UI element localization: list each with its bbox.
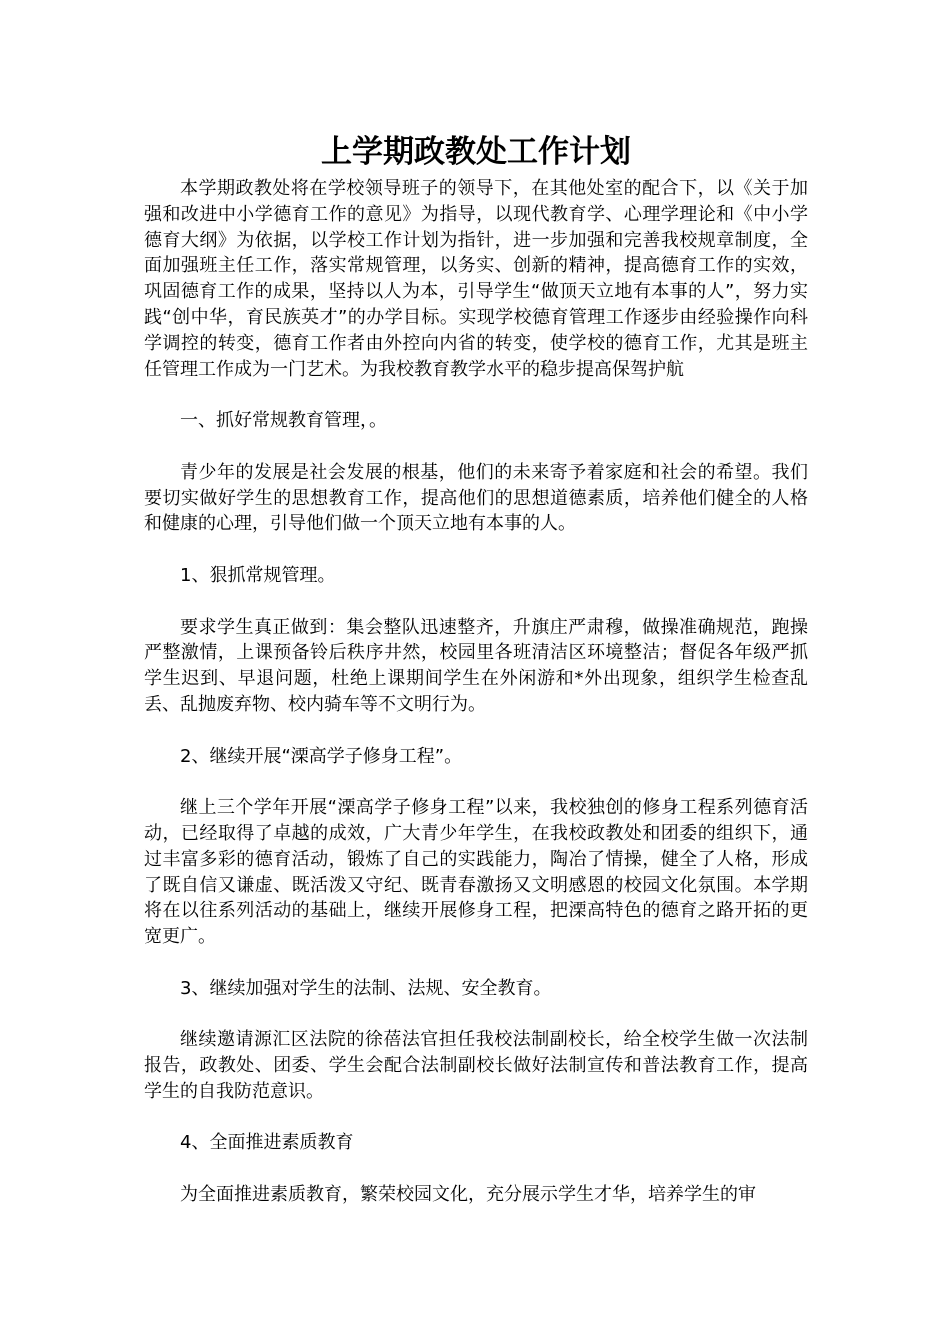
subsection-heading-2: 2、继续开展“溧高学子修身工程”。 (180, 745, 463, 767)
section-heading-1: 一、抓好常规教育管理，。 (180, 410, 387, 432)
document-page (144, 128, 808, 1208)
section-1-paragraph: 青少年的发展是社会发展的根基，他们的未来寄予着家庭和社会的希望。我们要切实做好学生的思想教育工作，提高他们的思想道德素质，培养他们健全的人格和健康的心理，引导他们做一个顶天立地有本事的人。 (144, 461, 808, 535)
subsection-2-paragraph: 继上三个学年开展“溧高学子修身工程”以来，我校独创的修身工程系列德育活动，已经取得了卓越的成效，广大青少年学生，在我校政教处和团委的组织下，通过丰富多彩的德育活动，锻炼了自己的实践能力，陶冶了情操，健全了人格，形成了既自信又谦虚、既活泼又守纪、既青春激扬又文明感恩的校园文化氛围。本学期将在以往系列活动的基础上，继续开展修身工程，把溧高特色的德育之路开拓的更宽更广。 (144, 797, 808, 948)
subsection-heading-1: 1、狠抓常规管理。 (180, 564, 336, 586)
subsection-heading-4: 4、全面推进素质教育 (180, 1132, 354, 1154)
intro-paragraph: 本学期政教处将在学校领导班子的领导下，在其他处室的配合下，以《关于加强和改进中小学德育工作的意见》为指导，以现代教育学、心理学理论和《中小学德育大纲》为依据，以学校工作计划为指针，进一步加强和完善我校规章制度，全面加强班主任工作，落实常规管理，以务实、创新的精神，提高德育工作的实效，巩固德育工作的成果，坚持以人为本，引导学生“做顶天立地有本事的人”，努力实践“创中华，育民族英才”的办学目标。实现学校德育管理工作逐步由经验操作向科学调控的转变，德育工作者由外控向内省的转变，使学校的德育工作，尤其是班主任管理工作成为一门艺术。为我校教育教学水平的稳步提高保驾护航 (144, 178, 808, 380)
subsection-3-paragraph: 继续邀请源汇区法院的徐蓓法官担任我校法制副校长，给全校学生做一次法制报告，政教处、团委、学生会配合法制副校长做好法制宣传和普法教育工作，提高学生的自我防范意识。 (144, 1029, 808, 1102)
subsection-4-paragraph: 为全面推进素质教育，繁荣校园文化，充分展示学生才华，培养学生的审 (180, 1184, 756, 1206)
subsection-heading-3: 3、继续加强对学生的法制、法规、安全教育。 (180, 977, 552, 999)
subsection-1-paragraph: 要求学生真正做到：集会整队迅速整齐，升旗庄严肃穆，做操准确规范，跑操严整激情，上课预备铃后秩序井然，校园里各班清洁区环境整洁；督促各年级严抓学生迟到、早退问题，杜绝上课期间学生在外闲游和*外出现象，组织学生检查乱丢、乱抛废弃物、校内骑车等不文明行为。 (144, 616, 808, 715)
document-title: 上学期政教处工作计划 (321, 134, 631, 170)
